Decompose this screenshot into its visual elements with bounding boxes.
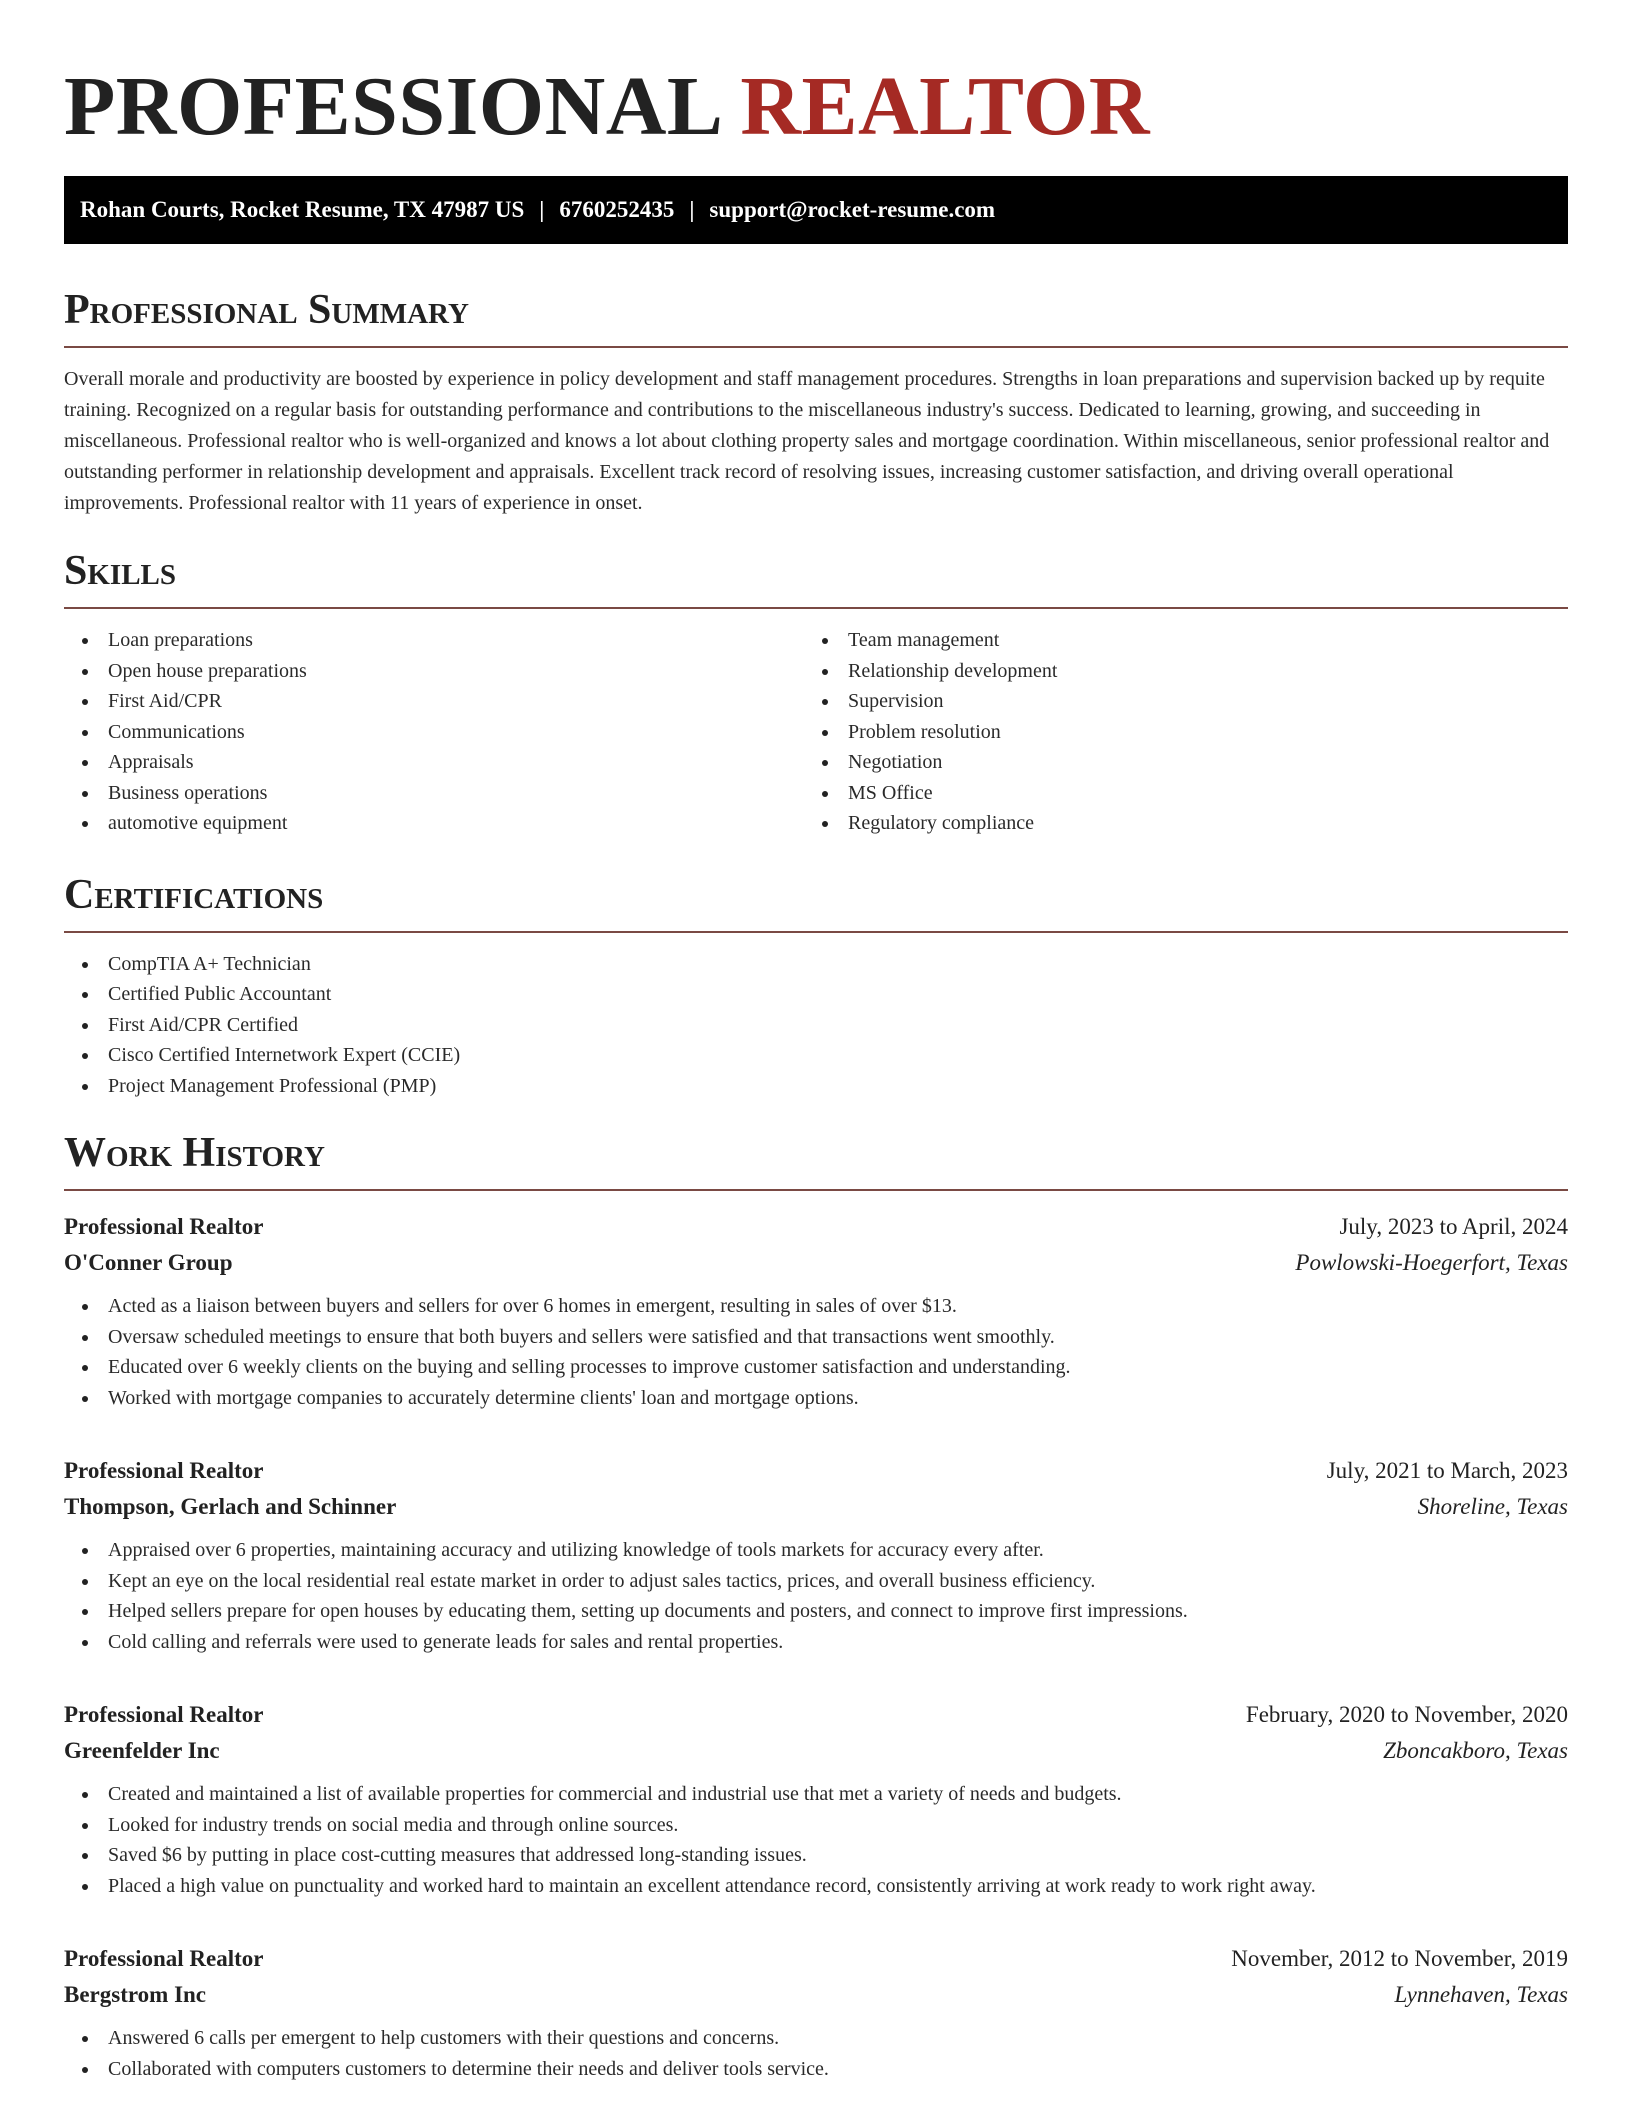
job-duty: Cold calling and referrals were used to generate leads for sales and rental properties. <box>64 1627 1568 1658</box>
resume-title <box>64 58 1568 156</box>
skills-list-left <box>64 625 804 839</box>
job-duties-list <box>64 1535 1568 1657</box>
skill-item: Team management <box>804 625 1544 656</box>
section-heading-skills: Skills <box>64 548 177 594</box>
skill-item: automotive equipment <box>64 808 804 839</box>
certifications-section <box>64 869 1568 1102</box>
skill-item: Appraisals <box>64 747 804 778</box>
contact-bar <box>64 176 1568 244</box>
section-heading-summary: Professional Summary <box>64 287 469 333</box>
job-company: Thompson, Gerlach and Schinner <box>64 1494 397 1519</box>
work-history-section <box>64 1127 1568 2084</box>
job-duty: Saved $6 by putting in place cost-cutting measures that addressed long-standing issues. <box>64 1840 1568 1871</box>
skill-item: Business operations <box>64 778 804 809</box>
professional-summary-section <box>64 284 1568 519</box>
skills-section <box>64 545 1568 839</box>
section-divider <box>64 346 1568 348</box>
skills-columns <box>64 609 1568 839</box>
job-company-row <box>64 1977 1568 2013</box>
job-dates: February, 2020 to November, 2020 <box>1245 1702 1568 1727</box>
section-heading-certifications: Certifications <box>64 871 324 918</box>
job-dates: July, 2023 to April, 2024 <box>1339 1214 1568 1239</box>
job-duty: Kept an eye on the local residential real estate market in order to adjust sales tactics, prices, and overall business efficiency. <box>64 1566 1568 1597</box>
job-location: Zboncakboro, Texas <box>1383 1738 1568 1763</box>
job-title: Professional Realtor <box>64 1946 264 1971</box>
job-company-row <box>64 1733 1568 1769</box>
job-company: O'Conner Group <box>64 1250 233 1275</box>
certification-item: Cisco Certified Internetwork Expert (CCIE) <box>64 1040 1568 1071</box>
job-entry <box>64 1453 1568 1657</box>
contact-email[interactable]: support@rocket-resume.com <box>709 197 996 222</box>
job-duty: Oversaw scheduled meetings to ensure that both buyers and sellers were satisfied and that transactions went smoothly. <box>64 1322 1568 1353</box>
job-header-row <box>64 1453 1568 1489</box>
job-dates: November, 2012 to November, 2019 <box>1231 1946 1568 1971</box>
contact-address: Rohan Courts, Rocket Resume, TX 47987 US <box>80 197 525 222</box>
job-company-row <box>64 1489 1568 1525</box>
job-dates: July, 2021 to March, 2023 <box>1326 1458 1568 1483</box>
job-duty: Helped sellers prepare for open houses by educating them, setting up documents and posters, and connect to improve first impressions. <box>64 1596 1568 1627</box>
skill-item: Problem resolution <box>804 717 1544 748</box>
skill-item: First Aid/CPR <box>64 686 804 717</box>
section-heading-work-history: Work History <box>64 1130 325 1176</box>
job-entry <box>64 1941 1568 2084</box>
job-title: Professional Realtor <box>64 1458 264 1483</box>
contact-separator: | <box>539 197 545 222</box>
job-duty: Collaborated with computers customers to determine their needs and deliver tools service. <box>64 2054 1568 2085</box>
job-duties-list <box>64 1779 1568 1901</box>
job-company: Bergstrom Inc <box>64 1982 207 2007</box>
skill-item: Open house preparations <box>64 656 804 687</box>
job-entry <box>64 1697 1568 1901</box>
job-company-row <box>64 1245 1568 1281</box>
certification-item: Certified Public Accountant <box>64 979 1568 1010</box>
skill-item: MS Office <box>804 778 1544 809</box>
job-header-row <box>64 1697 1568 1733</box>
job-duties-list <box>64 1291 1568 1413</box>
certification-item: CompTIA A+ Technician <box>64 949 1568 980</box>
resume-page <box>64 0 1568 2084</box>
skills-list-right <box>804 625 1544 839</box>
certification-item: Project Management Professional (PMP) <box>64 1071 1568 1102</box>
title-part-1: PROFESSIONAL <box>64 60 719 153</box>
skill-item: Loan preparations <box>64 625 804 656</box>
summary-text: Overall morale and productivity are boosted by experience in policy development and staff management procedures. Strengths in loan preparations and supervision backed up by requite training. Recognized on a regular basis for outstanding performance and contributions to the miscellaneous industry's success. Dedicated to learning, growing, and succeeding in miscellaneous. Professional realtor who is well-organized and knows a lot about clothing property sales and mortgage coordination. Within miscellaneous, senior professional realtor and outstanding performer in relationship development and appraisals. Excellent track record of resolving issues, increasing customer satisfaction, and driving overall operational improvements. Professional realtor with 11 years of experience in onset. <box>64 368 1550 514</box>
job-duty: Answered 6 calls per emergent to help customers with their questions and concerns. <box>64 2023 1568 2054</box>
certification-item: First Aid/CPR Certified <box>64 1010 1568 1041</box>
job-duty: Placed a high value on punctuality and worked hard to maintain an excellent attendance record, consistently arriving at work ready to work right away. <box>64 1871 1568 1902</box>
job-title: Professional Realtor <box>64 1702 264 1727</box>
job-location: Shoreline, Texas <box>1417 1494 1568 1519</box>
contact-phone[interactable]: 6760252435 <box>559 197 675 222</box>
job-duty: Appraised over 6 properties, maintaining accuracy and utilizing knowledge of tools markets for accuracy every after. <box>64 1535 1568 1566</box>
job-duties-list <box>64 2023 1568 2084</box>
job-entry <box>64 1209 1568 1413</box>
contact-separator: | <box>689 197 695 222</box>
job-company: Greenfelder Inc <box>64 1738 220 1763</box>
job-header-row <box>64 1941 1568 1977</box>
job-duty: Educated over 6 weekly clients on the buying and selling processes to improve customer satisfaction and understanding. <box>64 1352 1568 1383</box>
job-duty: Acted as a liaison between buyers and sellers for over 6 homes in emergent, resulting in sales of over $13. <box>64 1291 1568 1322</box>
title-part-2: REALTOR <box>740 60 1151 153</box>
skill-item: Communications <box>64 717 804 748</box>
skill-item: Regulatory compliance <box>804 808 1544 839</box>
skill-item: Supervision <box>804 686 1544 717</box>
certifications-list <box>64 949 1568 1102</box>
skill-item: Negotiation <box>804 747 1544 778</box>
job-header-row <box>64 1209 1568 1245</box>
job-location: Lynnehaven, Texas <box>1394 1982 1568 2007</box>
job-location: Powlowski-Hoegerfort, Texas <box>1295 1250 1568 1275</box>
job-duty: Created and maintained a list of available properties for commercial and industrial use that met a variety of needs and budgets. <box>64 1779 1568 1810</box>
job-duty: Worked with mortgage companies to accurately determine clients' loan and mortgage options. <box>64 1383 1568 1414</box>
section-divider <box>64 931 1568 933</box>
skill-item: Relationship development <box>804 656 1544 687</box>
section-divider <box>64 1189 1568 1191</box>
job-duty: Looked for industry trends on social media and through online sources. <box>64 1810 1568 1841</box>
job-title: Professional Realtor <box>64 1214 264 1239</box>
